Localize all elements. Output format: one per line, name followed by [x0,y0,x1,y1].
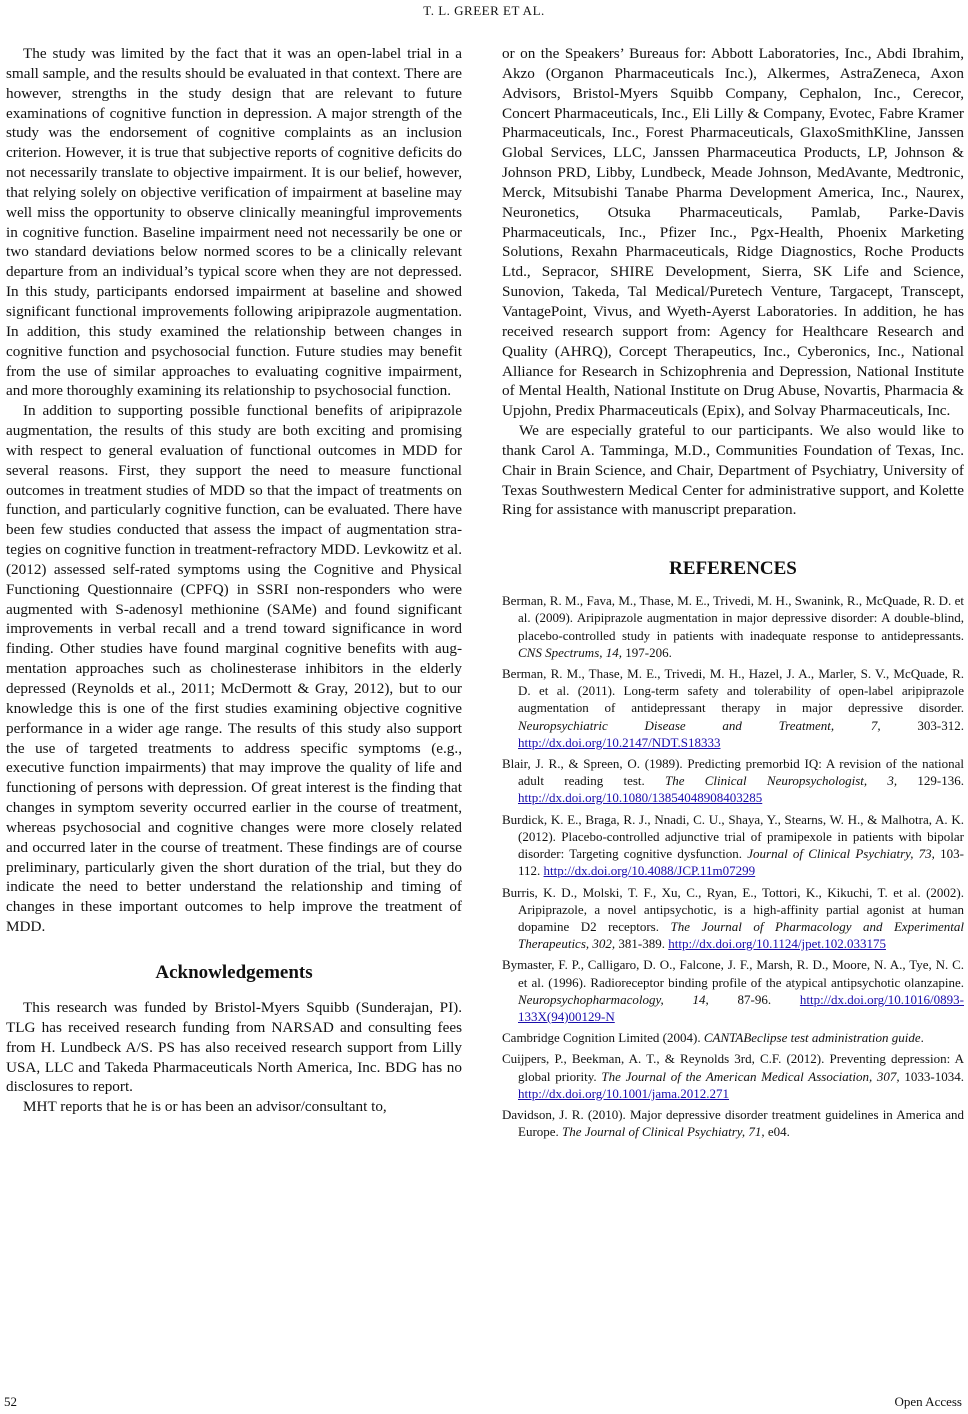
reference-item [502,1106,964,1140]
acknowledgements-paragraph: This research was funded by Bristol-Myers Squibb (Sunderajan, PI). TLG has received research funding from NARSAD and consulting fees from H. Lundbeck A/S. PS has also received research support from Lilly USA, LLC and Takeda Pharmaceuticals North America, Inc. BDG has no disclosures to report. [6,998,462,1096]
reference-item [502,592,964,661]
reference-text: Berman, R. M., Thase, M. E., Trivedi, M. H., Hazel, J. A., Marler, S. V., McQuade, R. D. et al. (2011). Long-term safety and tolerability of open-label aripiprazole augmentation of antidepressant therapy in major depressive disorder. [502,666,964,716]
acknowledgements-paragraph: MHT reports that he is or has been an advisor/consultant to, [23,1098,387,1116]
reference-journal: Journal of Clinical Psychiatry, 73, [747,846,935,862]
reference-pages: e04. [764,1124,790,1140]
doi-link[interactable]: http://dx.doi.org/10.1016/0893-133X(94)00129-N [518,991,964,1024]
running-head: T. L. GREER ET AL. [423,3,545,18]
reference-pages: 129-136. [897,773,964,789]
reference-pages: 87-96. [708,991,800,1007]
reference-text: Bymaster, F. P., Calligaro, D. O., Falcone, J. F., Marsh, R. D., Moore, N. A., Tye, N. C. et al. (1996). Radioreceptor binding profile of the atypical antipsychotic olanzapine. [502,957,964,990]
reference-journal: The Journal of the American Medical Association, 307, [601,1068,900,1084]
reference-text: Berman, R. M., Fava, M., Thase, M. E., Trivedi, M. H., Swanink, R., McQuade, R. D. et al. (2009). Aripiprazole augmentation in major depressive disorder: A double-blind, placebo-controlled study in patients with inadequate response to antidepressants. [502,593,964,643]
doi-link[interactable]: http://dx.doi.org/10.2147/NDT.S18333 [518,734,721,750]
right-column [502,44,964,1144]
doi-link[interactable]: http://dx.doi.org/10.1001/jama.2012.271 [518,1085,730,1101]
reference-journal: Neuropsychopharmacology, 14, [518,991,709,1007]
reference-pages: 303-312. [880,717,964,733]
reference-journal: CNS Spectrums, 14, [518,644,622,660]
body-paragraph: We are especially grateful to our participants. We also would like to thank Carol A. Tamminga, M.D., Communities Foundation of Texas, Inc. Chair in Brain Science, and Chair, Department of Psychiatry, University of Texas Southwestern Medical Center for administrative support, and Kolette Ring for assistance with manuscript preparation. [502,422,964,519]
reference-journal: The Clinical Neuropsychologist, 3, [665,773,898,789]
body-paragraph: or on the Speakers’ Bureaus for: Abbott Laboratories, Inc., Abdi Ibrahim, Akzo (Organon Pharmaceuticals Inc.), Alkermes, AstraZeneca, Axon Advisors, Bristol-Myers Squibb Company, Cephalon, Inc., Cerecor, Concert Pharmaceuticals, Inc., Eli Lilly & Company, Evotec, Fabre Kramer Pharmaceuticals, Inc., Forest Pharmaceuticals, GlaxoSmithKline, Janssen Global Services, LLC, Janssen Pharmaceutica Products, LP, Johnson & Johnson PRD, Libby, Lundbeck, Meade Johnson, MedAvante, Medtronic, Merck, Mitsubishi Tanabe Pharma Development America, Inc., Naurex, Neuronetics, Otsuka Pharmaceuticals, Pamlab, Parke-Davis Pharmaceuticals, Inc., Pfizer Inc., Pgx-Health, Phoenix Marketing Solutions, Rexahn Pharmaceuticals, Ridge Diagnostics, Roche Products Ltd., Sepracor, SHIRE Development, Sierra, SK Life and Science, Sunovion, Takeda, Tal Medical/Puretech Venture, Targacept, Transcept, VantagePoint, Vivus, and Wyeth-Ayerst Laboratories. In addition, he has received research support from: Agency for Healthcare Research and Quality (AHRQ), Corcept Therapeutics, Inc., Cyberonics, Inc., National Alliance for Research in Schizophrenia and Depression, National Institute of Mental Health, National Institute on Drug Abuse, Novartis, Pharmacia & Upjohn, Predix Pharmaceuticals (Epix), and Solvay Pharmaceuticals, Inc. [502,45,964,420]
open-access-label: Open Access [894,1394,962,1409]
reference-pages: 1033-1034. [899,1068,964,1084]
reference-item [502,811,964,880]
doi-link[interactable]: http://dx.doi.org/10.1124/jpet.102.033175 [668,936,886,952]
reference-pages: 197-206. [622,644,672,660]
reference-item [502,755,964,807]
reference-journal: CANTABeclipse test administration guide [703,1030,921,1046]
acknowledgements-heading: Acknowledgements [155,961,313,983]
reference-item [502,884,964,953]
reference-pages: . [920,1030,924,1046]
reference-item [502,956,964,1025]
body-paragraph: The study was limited by the fact that it was an open-label trial in a small sample, and the results should be evaluated in that context. There are however, strengths in the study design that are relevant to future examinations of cognitive function in depression. A major strength of the study was the endorsement of cognitive complaints as an inclusion criterion. However, it is true that subjective reports of cognitive deficits do not necessarily translate to objective impairment. It is our belief, however, that relying solely on objective verification of impairment at baseline may well miss the opportunity to observe clinically meaningful improvements in cognitive function. Baseline impairment need not necessarily be one or two standard deviations below normed scores to be a clinically relevant departure from an individual’s typical score when they are not depressed. In this study, participants endorsed impairment at baseline and showed significant functional improvements following aripiprazole augmentation. In addition, this study examined the relationship between changes in cognitive function and psychosocial function. Future studies may benefit from the use of similar approaches to evaluating cognitive impairment, and more thoroughly examining its relationship to psychosocial function. [6,45,462,400]
reference-text: Burris, K. D., Molski, T. F., Xu, C., Ryan, E., Tottori, K., Kikuchi, T. et al. (2002). Aripiprazole, a novel antipsychotic, is a high-affinity partial agonist at human dopamine D2 receptors. [502,884,964,934]
reference-journal: The Journal of Pharmacology and Experimental Therapeutics, 302, [518,918,964,952]
doi-link[interactable]: http://dx.doi.org/10.4088/JCP.11m07299 [543,863,756,879]
reference-pages: 103-112. [518,846,964,879]
reference-journal: Neuropsychiatric Disease and Treatment, 7, [518,717,881,733]
page-number: 52 [4,1394,17,1409]
reference-text: Blair, J. R., & Spreen, O. (1989). Predicting premorbid IQ: A revision of the national adult reading test. [502,756,964,789]
reference-text: Burdick, K. E., Braga, R. J., Nnadi, C. U., Shaya, Y., Stearns, W. H., & Malhotra, A. K. (2012). Placebo-controlled adjunctive trial of pramipexole in patients with bipolar disorder: Targeting cognitive dysfunction. [502,811,964,862]
references-heading: REFERENCES [669,558,797,580]
body-paragraph: In addition to supporting possible functional benefits of aripiprazole augmentation, the results of this study are both exciting and promising with respect to general evaluation of functional outcomes in MDD for several reasons. First, they support the need to measure functional outcomes in treatment studies of MDD so that the impact of treatments on function, and particularly cognitive function, can be evaluated. There have been few studies conducted that assess the impact of augmentation strategies on cognitive function in treatment-refractory MDD. Levkowitz et al. (2012) assessed self-rated symptoms using the Cognitive and Physical Functioning Questionnaire (CPFQ) in SSRI non-responders who were augmented with S-adenosyl methionine (SAMe) and found significant improvements in verbal recall and a trend toward significance in word finding. Other studies have found marginal cognitive benefits with augmentation approaches such as cholinesterase inhibitors in the elderly depressed (Reynolds et al., 2011; McDermott & Gray, 2012), but to our knowledge this is one of the first studies examining objective cognitive performance in a wider age range. The results of this study also support the use of targeted treatments to address specific symptoms (e.g., executive function impairments) that may improve the quality of life and functioning of persons with depression. Of great interest is the finding that changes in symptom severity occurred earlier in the course of treatment, whereas psychosocial and cognitive changes were more closely related and occurred later in the course of treatment. These findings are of course preliminary, particularly given the short duration of the trial, but they do indicate the need to better understand the relationship and timing of changes in these important outcomes to help improve the treatment of MDD. [6,402,462,936]
doi-link[interactable]: http://dx.doi.org/10.1080/13854048908403285 [518,790,763,806]
reference-item [502,1050,964,1102]
reference-item [502,1029,964,1046]
reference-text: Cambridge Cognition Limited (2004). [502,1030,704,1046]
reference-pages: 381-389. [615,936,669,952]
left-column [6,44,462,1117]
reference-journal: The Journal of Clinical Psychiatry, 71, [562,1124,765,1140]
reference-text: Cuijpers, P., Beekman, A. T., & Reynolds 3rd, C.F. (2012). Preventing depression: A global priority. [502,1051,964,1084]
reference-item [502,665,964,751]
reference-text: Davidson, J. R. (2010). Major depressive disorder treatment guidelines in America and Europe. [502,1106,964,1140]
